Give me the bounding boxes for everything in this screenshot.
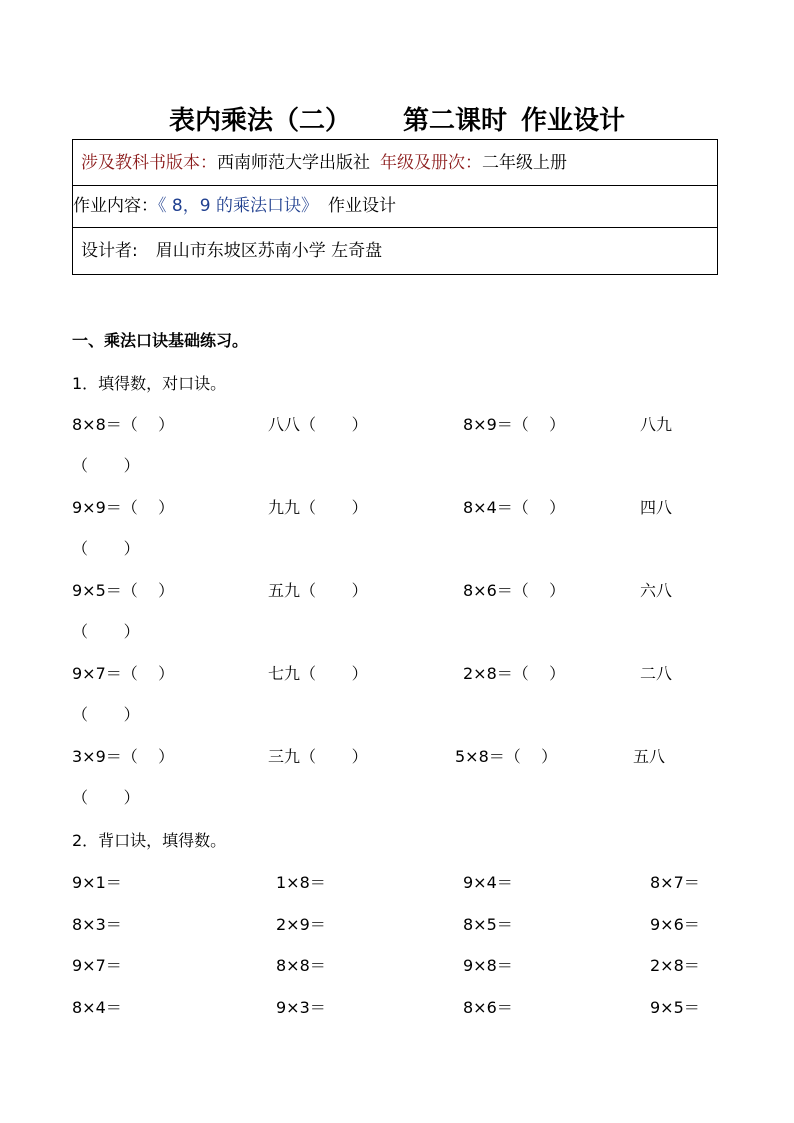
designer-value: 眉山市东坡区苏南小学 左奇盘 <box>155 241 383 261</box>
q2-cell: 9×6＝ <box>650 914 700 934</box>
q2-cell: 9×4＝ <box>463 873 513 892</box>
q2-cell: 9×7＝ <box>72 956 122 975</box>
q2-cell: 1×8＝ <box>276 873 326 892</box>
q1-cell: 2×8＝（ ） <box>463 664 566 683</box>
grade-label: 年级及册次： <box>380 153 482 173</box>
q1-cell-continued: （ ） <box>72 705 140 724</box>
title-suffix: 作业设计 <box>521 106 626 136</box>
q1-cell: 9×7＝（ ） <box>72 664 175 683</box>
info-row-textbook <box>73 140 717 186</box>
q1-cell-continued: （ ） <box>72 788 140 807</box>
content-label: 作业内容： <box>73 196 158 216</box>
q1-cell: 八八（ ） <box>268 415 368 434</box>
q1-cell: 五九（ ） <box>268 581 368 600</box>
question-1-title: 1．填得数，对口诀。 <box>72 374 227 393</box>
question-2-title: 2．背口诀，填得数。 <box>72 831 227 850</box>
title-lesson: 第二课时 <box>402 106 507 136</box>
q2-cell: 8×4＝ <box>72 997 122 1017</box>
q1-cell-continued: （ ） <box>72 622 140 641</box>
q2-cell: 8×3＝ <box>72 914 122 934</box>
title-topic: 表内乘法（二） <box>168 106 351 136</box>
designer-label: 设计者: <box>81 241 138 261</box>
q1-cell: 四八 <box>640 498 673 517</box>
q1-cell: 8×9＝（ ） <box>463 415 566 434</box>
q2-cell: 9×1＝ <box>72 873 122 892</box>
q1-cell: 二八 <box>640 664 673 683</box>
section-heading: 一、乘法口诀基础练习。 <box>72 331 249 350</box>
q1-cell: 8×8＝（ ） <box>72 415 175 434</box>
q2-cell: 9×5＝ <box>650 997 700 1017</box>
textbook-label: 涉及教科书版本： <box>81 153 217 173</box>
q1-cell: 三九（ ） <box>268 747 368 766</box>
content-suffix: 作业设计 <box>327 196 396 216</box>
info-row-content <box>73 186 717 228</box>
q1-cell-continued: （ ） <box>72 539 140 558</box>
info-table <box>72 139 718 275</box>
q2-cell: 8×6＝ <box>463 997 513 1017</box>
q1-cell: 8×6＝（ ） <box>463 581 566 600</box>
q1-cell: 七九（ ） <box>268 664 368 683</box>
q1-cell: 8×4＝（ ） <box>463 498 566 517</box>
q1-cell: 六八 <box>640 581 673 600</box>
q1-cell: 9×5＝（ ） <box>72 581 175 600</box>
q1-cell: 八九 <box>640 415 673 434</box>
q2-cell: 8×8＝ <box>276 956 326 975</box>
q2-cell: 2×8＝ <box>650 956 700 975</box>
q2-cell: 8×7＝ <box>650 873 700 892</box>
q2-cell: 2×9＝ <box>276 914 326 934</box>
q1-cell-continued: （ ） <box>72 456 140 475</box>
info-row-designer <box>73 228 717 274</box>
grade-value: 二年级上册 <box>482 153 567 173</box>
page-title <box>0 100 794 137</box>
q1-cell: 5×8＝（ ） <box>455 747 558 766</box>
q2-cell: 8×5＝ <box>463 914 513 934</box>
content-value: 《 8，9 的乘法口诀》 <box>158 196 318 216</box>
q1-cell: 五八 <box>633 747 666 766</box>
q2-cell: 9×8＝ <box>463 956 513 975</box>
q1-cell: 九九（ ） <box>268 498 368 517</box>
q1-cell: 9×9＝（ ） <box>72 498 175 517</box>
q1-cell: 3×9＝（ ） <box>72 747 175 766</box>
q2-cell: 9×3＝ <box>276 997 326 1017</box>
textbook-value: 西南师范大学出版社 <box>217 153 370 173</box>
